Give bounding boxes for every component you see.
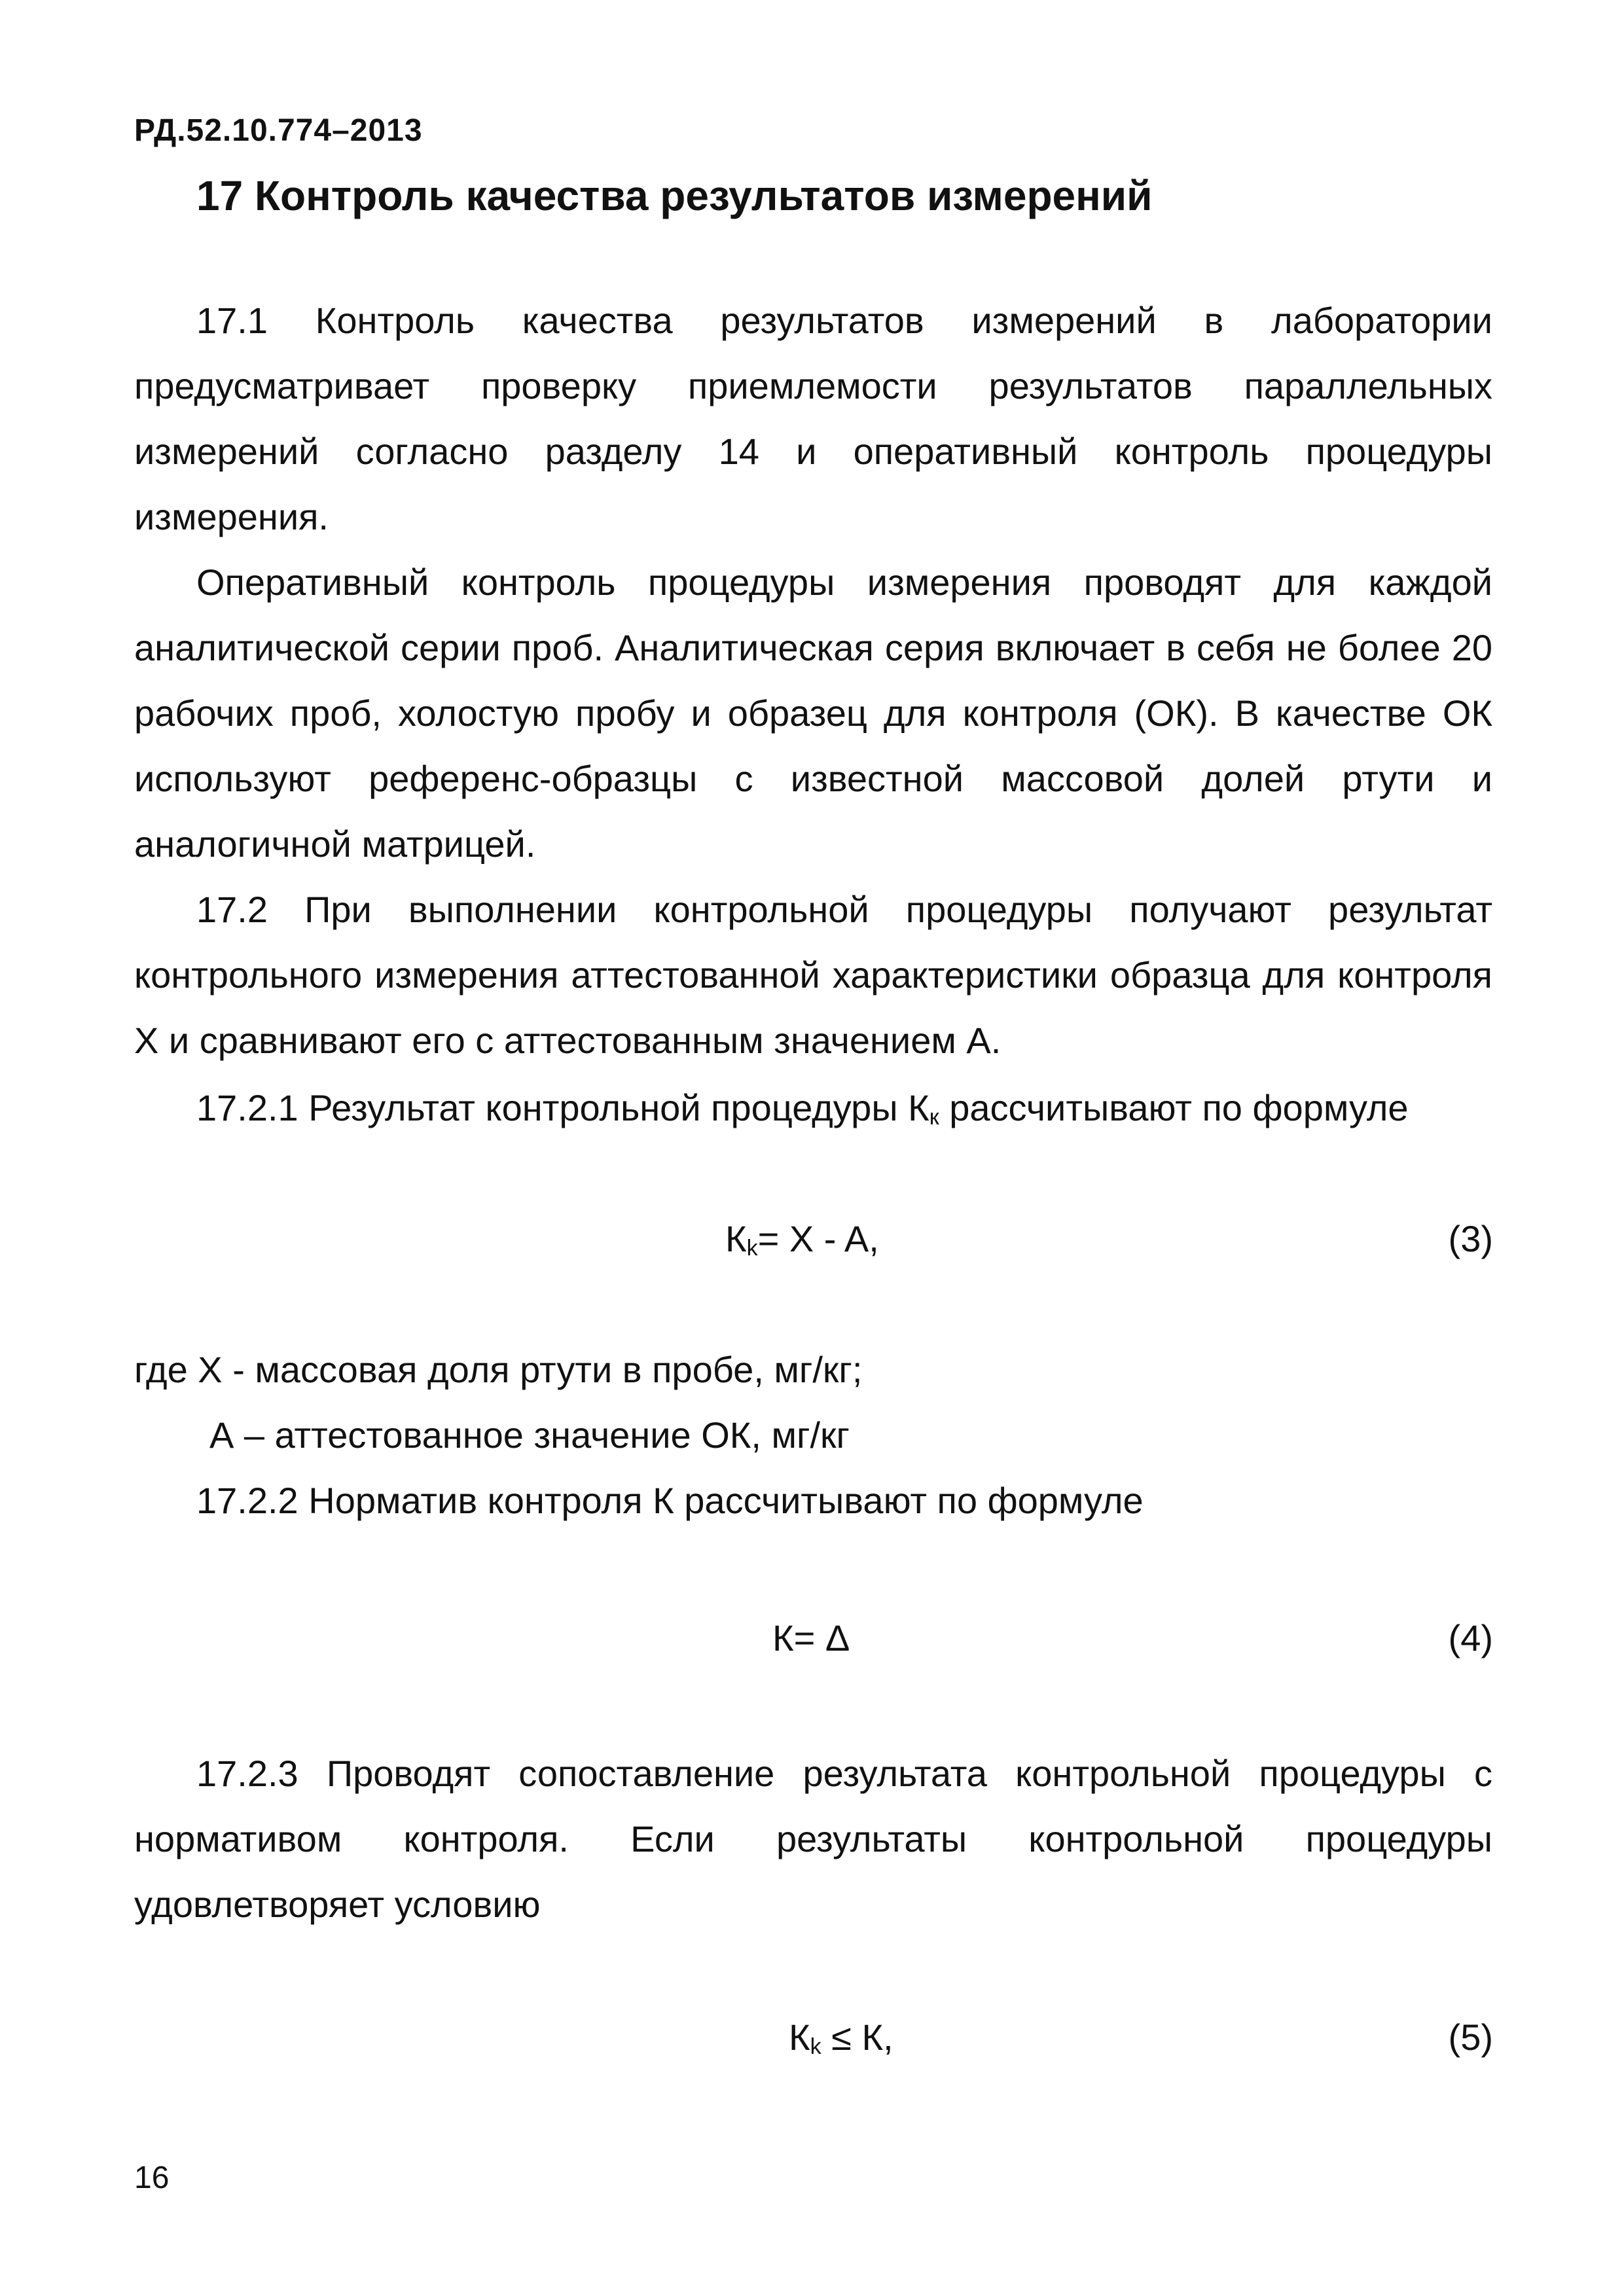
paragraph-17-2-1 [196, 1086, 1409, 1130]
formula-5-symbol: К [789, 2017, 810, 2058]
formula-3-expression: = X - A, [757, 1218, 879, 1259]
paragraph-17-2-1-text: 17.2.1 Результат контрольной процедуры К [196, 1087, 929, 1128]
where-a-definition: А – аттестованное значение ОК, мг/кг [209, 1414, 850, 1456]
formula-3 [725, 1217, 879, 1261]
equation-number-3: (3) [1448, 1218, 1493, 1259]
formula-4: К= Δ [772, 1617, 850, 1659]
paragraph-17-1: 17.1 Контроль качества результатов измерений в лаборатории предусматривает проверку приемлемости результатов параллельных измерений согласно разделу 14 и оперативный контроль процедуры измерения. [134, 300, 1492, 537]
formula-5 [789, 2016, 893, 2060]
equation-number-5: (5) [1448, 2017, 1493, 2058]
section-title: 17 Контроль качества результатов измерений [196, 172, 1153, 219]
paragraph-operational-control: Оперативный контроль процедуры измерения проводят для каждой аналитической серии проб. Аналитическая серия включает в себя не более 20 рабочих проб, холостую пробу и образец для контроля (ОК). В качестве ОК используют референс-образцы с известной массовой долей ртути и аналогичной матрицей. [134, 562, 1492, 865]
equation-number-4: (4) [1448, 1617, 1493, 1659]
formula-5-subscript: k [810, 2034, 821, 2059]
document-code: РД.52.10.774–2013 [134, 113, 423, 148]
paragraph-17-2: 17.2 При выполнении контрольной процедуры получают результат контрольного измерения аттестованной характеристики образца для контроля X и сравнивают его с аттестованным значением А. [134, 889, 1492, 1061]
formula-5-expression: ≤ К, [821, 2017, 893, 2058]
where-x-definition: где X - массовая доля ртути в пробе, мг/кг; [134, 1349, 863, 1390]
paragraph-17-2-1-tail: рассчитывают по формуле [939, 1087, 1409, 1128]
formula-3-subscript: k [746, 1236, 758, 1261]
paragraph-17-2-2: 17.2.2 Норматив контроля К рассчитывают по формуле [196, 1480, 1144, 1521]
paragraph-17-2-3: 17.2.3 Проводят сопоставление результата контрольной процедуры с нормативом контроля. Если результаты контрольной процедуры удовлетворяет условию [134, 1753, 1492, 1925]
page-number: 16 [134, 2161, 170, 2195]
subscript: к [929, 1105, 939, 1130]
formula-3-symbol: К [725, 1218, 747, 1259]
